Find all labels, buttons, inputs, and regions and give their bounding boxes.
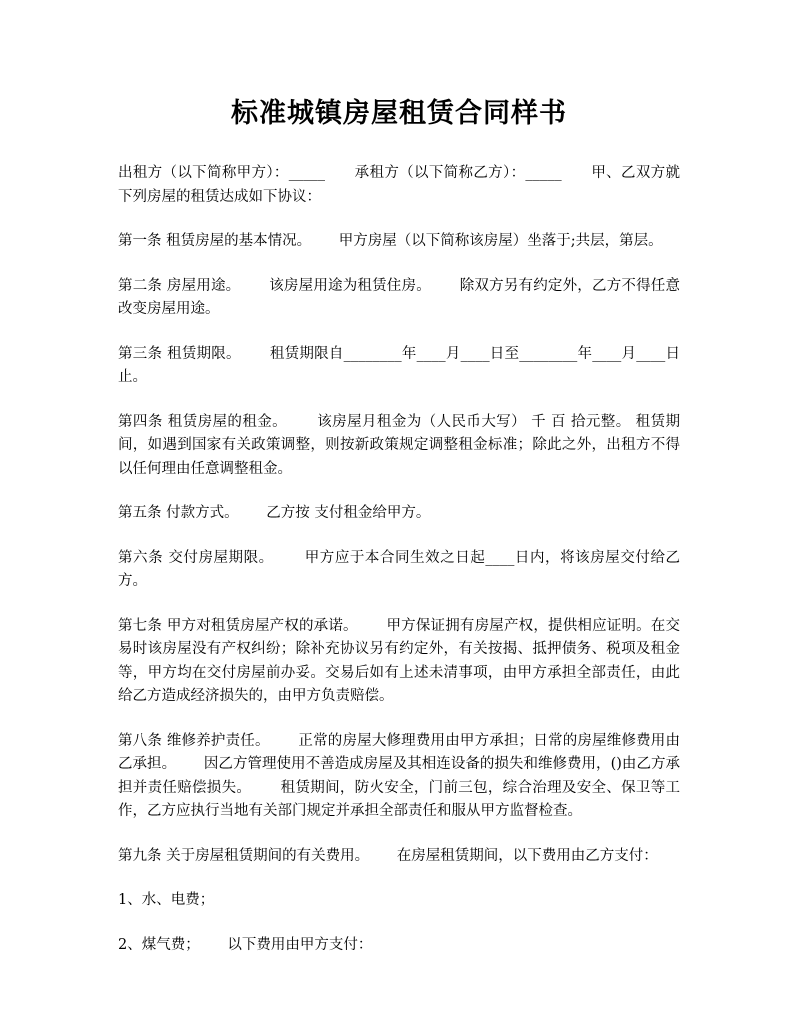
paragraph-article-7: 第七条 甲方对租赁房屋产权的承诺。 甲方保证拥有房屋产权，提供相应证明。在交易时该房屋没有产权纠纷；除补充协议另有约定外，有关按揭、抵押债务、税项及租金等，甲方均在交付房屋前办妥。交易后如有上述未清事项，由甲方承担全部责任，由此给乙方造成经济损失的，由甲方负责赔偿。 (118, 617, 680, 704)
paragraph-list-item-2: 2、煤气费； 以下费用由甲方支付： (118, 936, 373, 953)
paragraph-article-1: 第一条 租赁房屋的基本情况。 甲方房屋（以下简称该房屋）坐落于;共层，第层。 (118, 233, 663, 249)
document-title: 标准城镇房屋租赁合同样书 (231, 98, 567, 129)
paragraph-parties: 出租方（以下简称甲方）：_____ 承租方（以下简称乙方）：_____ 甲、乙双方就下列房屋的租赁达成如下协议： (118, 165, 680, 205)
paragraph-list-item-1: 1、水、电费； (118, 892, 215, 908)
paragraph-article-9: 第九条 关于房屋租赁期间的有关费用。 在房屋租赁期间，以下费用由乙方支付： (118, 847, 658, 864)
paragraph-article-3: 第三条 租赁期限。 租赁期限自________年____月____日至________年____月____日止。 (118, 345, 680, 385)
paragraph-article-4: 第四条 租赁房屋的租金。 该房屋月租金为（人民币大写） 千 百 拾元整。 租赁期间，如遇到国家有关政策调整，则按新政策规定调整租金标准；除此之外，出租方不得以任何理由任意调整租金。 (118, 413, 680, 477)
paragraph-article-5: 第五条 付款方式。 乙方按 支付租金给甲方。 (118, 505, 431, 521)
paragraph-article-6: 第六条 交付房屋期限。 甲方应于本合同生效之日起____日内，将该房屋交付给乙方。 (118, 549, 680, 589)
paragraph-article-2: 第二条 房屋用途。 该房屋用途为租赁住房。 除双方另有约定外，乙方不得任意改变房屋用途。 (118, 277, 680, 317)
paragraph-article-8: 第八条 维修养护责任。 正常的房屋大修理费用由甲方承担；日常的房屋维修费用由乙承担。 因乙方管理使用不善造成房屋及其相连设备的损失和维修费用，()由乙方承担并责任赔偿损失。 租赁期间，防火安全，门前三包，综合治理及安全、保卫等工作，乙方应执行当地有关部门规定并承担全部责任和服从甲方监督检查。 (118, 732, 680, 819)
